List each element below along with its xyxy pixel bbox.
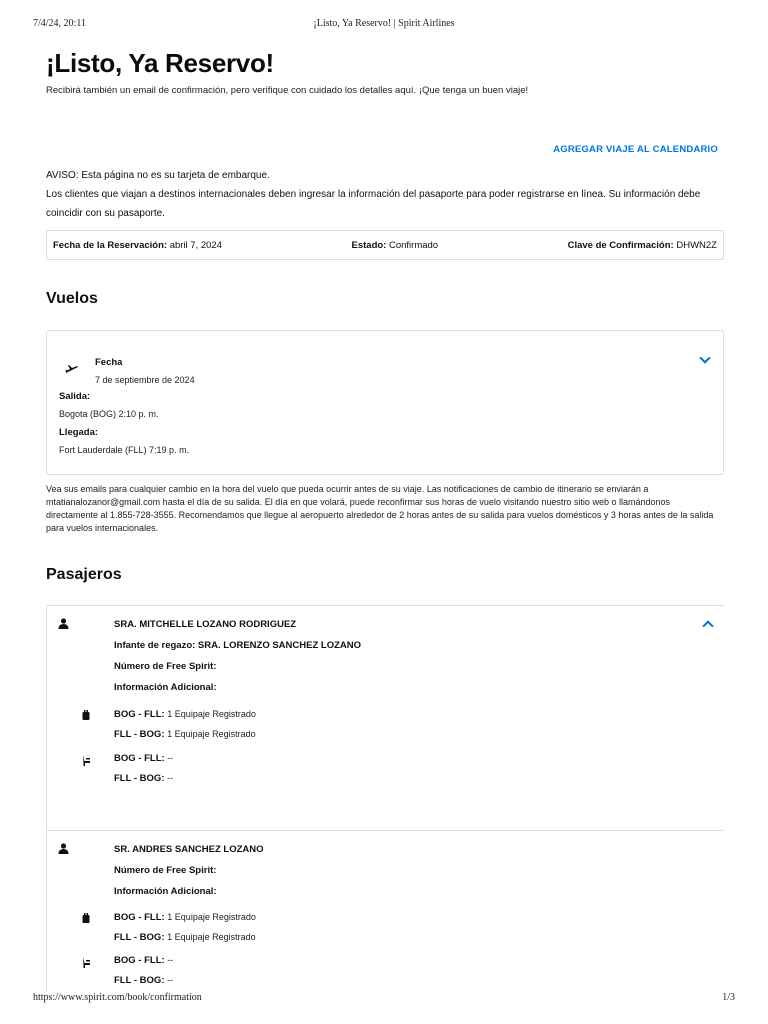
person-icon — [58, 843, 69, 854]
notice-block — [46, 166, 724, 223]
passenger-card — [46, 605, 724, 830]
seat-row: BOG - FLL: -- — [114, 753, 174, 764]
flight-date-value: 7 de septiembre de 2024 — [95, 375, 195, 385]
flight-card — [46, 330, 724, 475]
add-to-calendar-link[interactable]: AGREGAR VIAJE AL CALENDARIO — [553, 144, 718, 155]
page-title: ¡Listo, Ya Reservo! — [46, 48, 274, 78]
chevron-down-icon[interactable] — [699, 352, 710, 363]
print-title: ¡Listo, Ya Reservo! | Spirit Airlines — [313, 18, 455, 29]
bag-row: BOG - FLL: 1 Equipaje Registrado — [114, 912, 256, 923]
bag-row: BOG - FLL: 1 Equipaje Registrado — [114, 709, 256, 720]
reservation-date: Fecha de la Reservación: abril 7, 2024 — [53, 239, 222, 251]
airplane-icon — [65, 364, 79, 376]
passport-notice: Los clientes que viajan a destinos internacionales deben ingresar la información del pasaporte para poder registrarse en línea. Su información debe coincidir con su pasaporte. — [46, 189, 701, 219]
print-datetime: 7/4/24, 20:11 — [33, 18, 86, 29]
chevron-up-icon[interactable] — [702, 620, 713, 631]
additional-info: Información Adicional: — [114, 682, 217, 693]
additional-info: Información Adicional: — [114, 886, 217, 897]
boarding-pass-notice: AVISO: Esta página no es su tarjeta de embarque. — [46, 170, 270, 181]
arrival-value: Fort Lauderdale (FLL) 7:19 p. m. — [59, 445, 190, 455]
passenger-name: SR. ANDRES SANCHEZ LOZANO — [114, 844, 264, 855]
card-border — [46, 831, 47, 991]
person-icon — [58, 618, 69, 629]
seat-row: BOG - FLL: -- — [114, 955, 174, 966]
departure-value: Bogota (BOG) 2:10 p. m. — [59, 409, 159, 419]
free-spirit-number: Número de Free Spirit: — [114, 865, 217, 876]
page-subtitle: Recibirá también un email de confirmación, pero verifique con cuidado los detalles aquí. ¡Que tenga un buen viaje! — [46, 85, 529, 96]
seat-row: FLL - BOG: -- — [114, 975, 174, 986]
print-page-number: 1/3 — [722, 992, 735, 1003]
free-spirit-number: Número de Free Spirit: — [114, 661, 217, 672]
card-border — [46, 606, 47, 831]
bag-row: FLL - BOG: 1 Equipaje Registrado — [114, 932, 256, 943]
confirmation-page — [46, 48, 724, 986]
seat-row: FLL - BOG: -- — [114, 773, 174, 784]
lap-infant: Infante de regazo: SRA. LORENZO SANCHEZ LOZANO — [114, 640, 362, 651]
confirmation-code: Clave de Confirmación: DHWN2Z — [567, 239, 717, 251]
seat-icon — [82, 755, 91, 766]
reservation-summary — [46, 230, 724, 260]
luggage-icon — [82, 913, 90, 924]
departure-label: Salida: — [59, 391, 91, 402]
flight-change-note: Vea sus emails para cualquier cambio en la hora del vuelo que pueda ocurrir antes de su viaje. Las notificaciones de cambio de itinerario se enviarán a mtatianalozanor@gmail.com hasta el día de su salida. El día en que volará, puede reconfirmar sus horas de vuelo visitando nuestro sitio web o llamándonos directamente al 1.855-728-3555. Recomendamos que llegue al aeropuerto alrededor de 2 horas antes de su salida para vuelos domésticos y 3 horas antes de la salida para vuelos internacionales. — [46, 484, 714, 533]
arrival-label: Llegada: — [59, 427, 99, 438]
passengers-heading: Pasajeros — [46, 566, 122, 583]
bag-row: FLL - BOG: 1 Equipaje Registrado — [114, 729, 256, 740]
passenger-name: SRA. MITCHELLE LOZANO RODRIGUEZ — [114, 619, 297, 630]
seat-icon — [82, 957, 91, 968]
flights-heading: Vuelos — [46, 290, 98, 307]
print-url: https://www.spirit.com/book/confirmation — [33, 992, 202, 1003]
passenger-card — [46, 830, 724, 990]
luggage-icon — [82, 710, 90, 721]
flight-date-label: Fecha — [95, 357, 123, 368]
reservation-status: Estado: Confirmado — [351, 239, 439, 251]
